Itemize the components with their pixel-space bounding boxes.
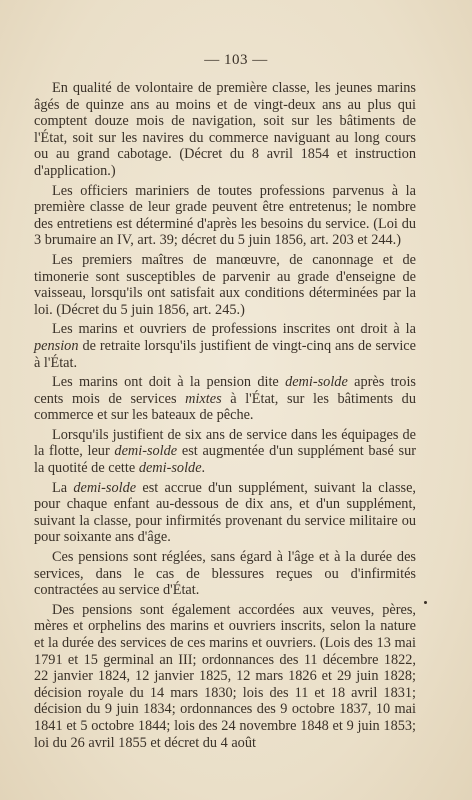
text-segment: Les premiers maîtres de manœuvre, de canonnage et de timonerie sont susceptibles de parvenir au grade d'enseigne de vaisseau, lorsqu'ils ont satisfait aux conditions déterminées par la loi. (Décret du 5 juin 1856, art. 245.) <box>34 251 416 318</box>
italic-text: demi-solde <box>285 374 348 391</box>
paragraph <box>34 549 416 599</box>
paragraph <box>34 602 416 751</box>
text-segment: Lorsqu'ils justifient de six ans de service dans les équipages de la flotte, leur <box>34 426 416 460</box>
text-segment: après trois cents mois de services <box>34 374 416 407</box>
text-segment: est accrue d'un supplément, suivant la classe, pour chaque enfant au-dessous de dix ans, et d'un supplément, suivant la classe, pour infirmités provenant du service militaire ou pour soixante ans d'âge. <box>34 479 417 546</box>
text-segment: La <box>52 479 74 496</box>
text-segment: Les marins et ouvriers de professions inscrites ont droit à la <box>52 321 416 338</box>
italic-text: demi-solde <box>114 443 178 460</box>
paragraph <box>34 252 416 318</box>
text-segment: à l'État, sur les bâtiments du commerce et sur les bateaux de pêche. <box>34 390 416 424</box>
text-segment: Les marins ont doit à la pension dite <box>52 374 286 391</box>
text-segment: . <box>201 460 206 477</box>
text-segment: de retraite lorsqu'ils justifient de vingt-cinq ans de service à l'État. <box>34 337 416 371</box>
italic-text: demi-solde <box>73 479 137 496</box>
body-text <box>34 80 416 754</box>
paragraph <box>34 427 416 477</box>
margin-dot-mark <box>424 601 427 604</box>
paragraph <box>34 183 416 249</box>
paragraph <box>34 321 416 371</box>
paragraph <box>34 480 416 546</box>
text-segment: est augmentée d'un supplément basé sur la quotité de cette <box>34 443 417 477</box>
text-segment: Les officiers mariniers de toutes professions parvenus à la première classe de leur grade peuvent être entretenus; le nombre des entretiens est déterminé d'après les besoins du service. (Loi du 3 brumaire an IV, art. 39; décret du 5 juin 1856, art. 203 et 244.) <box>34 182 416 249</box>
page-number: — 103 — <box>204 52 268 68</box>
paragraph <box>34 374 416 424</box>
text-segment: En qualité de volontaire de première classe, les jeunes marins âgés de quinze ans au moins et de vingt-deux ans au plus qui comptent douze mois de navigation, soit sur les bâtiments de l'État, soit sur les navires du commerce naviguant au long cours ou au grand cabotage. (Décret du 8 avril 1854 et instruction d'application.) <box>34 80 416 179</box>
italic-text: pension <box>34 337 79 354</box>
italic-text: demi-solde <box>138 460 202 477</box>
text-segment: Ces pensions sont réglées, sans égard à l'âge et à la durée des services, dans le cas de blessures reçues ou d'infirmités contractées au service d'État. <box>34 549 416 599</box>
italic-text: mixtes <box>185 390 222 407</box>
text-segment: Des pensions sont également accordées aux veuves, pères, mères et orphelins des marins et ouvriers inscrits, selon la nature et la durée des services de ces marins et ouvriers. (Lois des 13 mai 1791 et 15 germinal an III; ordonnances des 11 décembre 1822, 22 janvier 1824, 12 janvier 1825, 12 mars 1826 et 29 juin 1828; décision royale du 14 mars 1830; lois des 11 et 18 avril 1831; décision du 9 juin 1834; ordonnances des 9 octobre 1837, 10 mai 1841 et 5 octobre 1844; lois des 24 novembre 1848 et 9 juin 1853; loi du 26 avril 1855 et décret du 4 août <box>34 601 416 751</box>
paragraph <box>34 80 416 180</box>
